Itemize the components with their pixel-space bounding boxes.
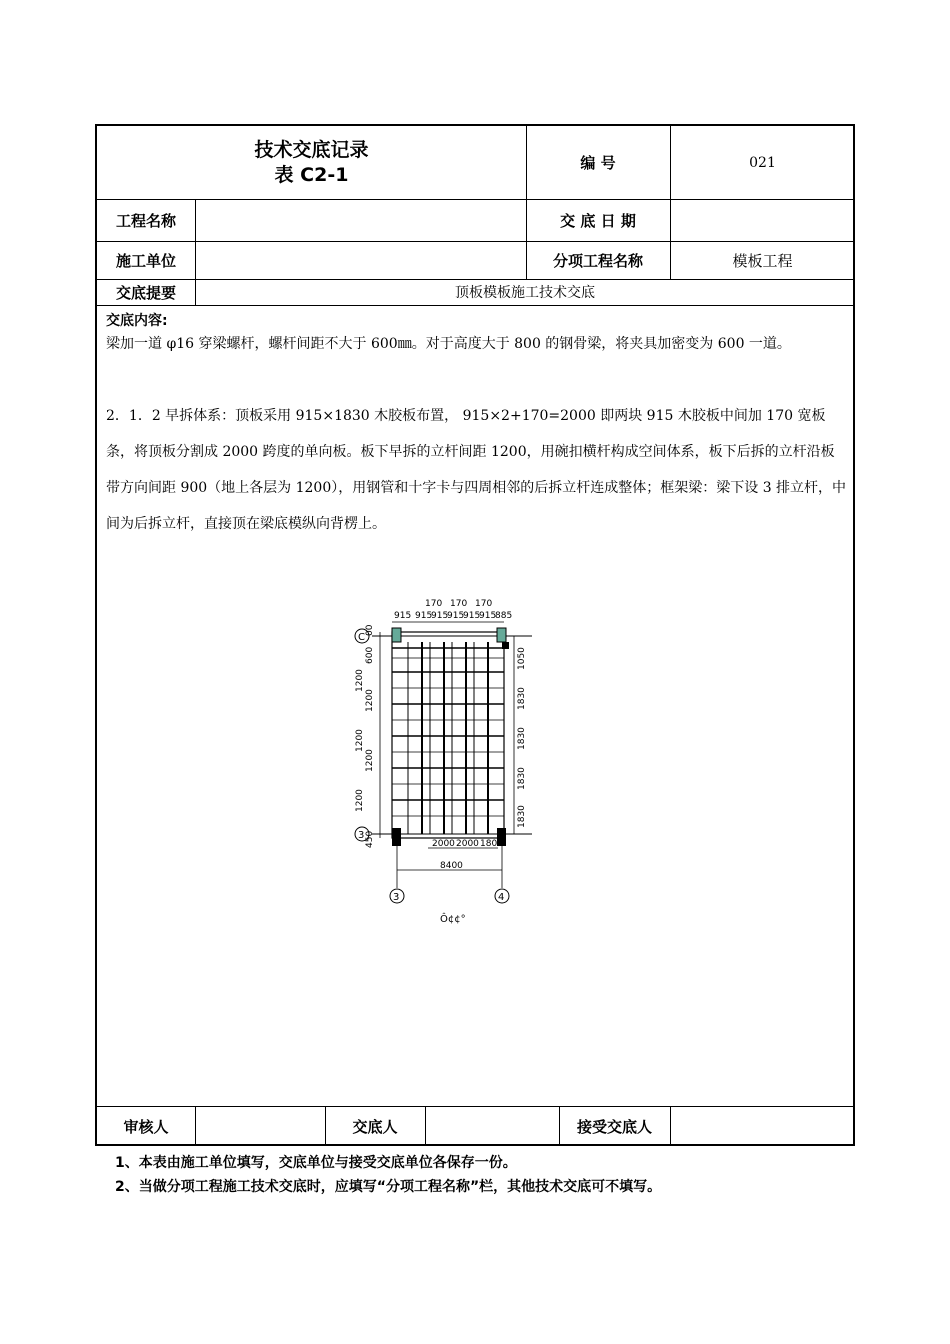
axis-c-label: C [358, 632, 365, 643]
top-dim-label-2: 915 [479, 611, 497, 621]
top-dim-label-2: 915 [463, 611, 481, 621]
technical-disclosure-form [95, 124, 855, 1146]
contractor-field[interactable] [195, 241, 526, 279]
note-2: 2、当做分项工程施工技术交底时，应填写“分项工程名称”栏，其他技术交底可不填写。 [115, 1179, 662, 1195]
left-dim-label: 1200 [365, 749, 375, 772]
receiver-label: 接受交底人 [576, 1117, 652, 1136]
contractor-label: 施工单位 [115, 251, 176, 270]
right-dim-label: 1830 [517, 767, 527, 790]
form-title [97, 126, 526, 199]
right-dim-label: 1830 [517, 687, 527, 710]
right-dim-label: 1830 [517, 805, 527, 828]
top-dim-label-2: 885 [495, 611, 513, 621]
axis-3-row-label: 3 [358, 830, 365, 841]
form-title-line2: 表 C2-1 [274, 163, 349, 186]
top-dim-label: 170 [425, 599, 443, 609]
note-1: 1、本表由施工单位填写，交底单位与接受交底单位各保存一份。 [115, 1155, 517, 1171]
top-dim-label-2: 915 [415, 611, 433, 621]
left-dim-label: 1200 [355, 789, 365, 812]
number-value[interactable]: 021 [749, 154, 776, 171]
top-dim-label: 170 [475, 599, 493, 609]
top-dim-label-2: 915 [447, 611, 465, 621]
bottom-dim-label: 2000 [456, 839, 479, 849]
right-dim-label: 1050 [517, 647, 527, 670]
presenter-field[interactable] [425, 1106, 559, 1146]
sub-project-field[interactable]: 模板工程 [732, 251, 793, 270]
summary-field[interactable]: 顶板模板施工技术交底 [455, 285, 595, 301]
total-dim-label: 8400 [440, 861, 463, 871]
content-paragraph-2: 2．1．2 早拆体系：顶板采用 915×1830 木胶板布置， 915×2+170=2000 即两块 915 木胶板中间加 170 宽板条，将顶板分割成 2000 跨度的单向板。板下早拆的立杆间距 1200，用碗扣横杆构成空间体系，板下后拆的立杆沿板带方向间距 900（地上各层为 1200），用钢管和十字卡与四周相邻的后拆立杆连成整体；框架梁：梁下设 3 排立杆，中间为后拆立杆，直接顶在梁底模纵向背楞上。 [106, 408, 847, 532]
drawing-caption: Ô¢¢° [440, 914, 466, 925]
sub-project-label: 分项工程名称 [552, 251, 643, 270]
receiver-field[interactable] [670, 1106, 855, 1146]
summary-label: 交底提要 [115, 283, 176, 302]
left-dim-label: 450 [365, 830, 375, 848]
content-label: 交底内容: [106, 313, 168, 329]
left-dim-label: 1200 [355, 669, 365, 692]
bottom-dim-label: 1800 [480, 839, 503, 849]
top-dim-label-2: 915 [394, 611, 412, 621]
left-dim-label: 00 [365, 624, 375, 636]
project-name-field[interactable] [195, 199, 526, 241]
date-label: 交 底 日 期 [560, 211, 636, 230]
date-field[interactable] [670, 199, 855, 241]
reviewer-label: 审核人 [123, 1117, 169, 1136]
top-dim-label: 170 [450, 599, 468, 609]
formwork-layout-drawing [352, 592, 642, 932]
presenter-label: 交底人 [352, 1117, 398, 1136]
left-dim-label: 1200 [365, 689, 375, 712]
project-name-label: 工程名称 [115, 211, 176, 230]
axis-4-col-label: 4 [498, 892, 505, 903]
left-dim-label: 1200 [355, 729, 365, 752]
right-dim-label: 1830 [517, 727, 527, 750]
left-dim-label: 600 [365, 646, 375, 664]
row-divider [97, 305, 853, 306]
form-title-line1: 技术交底记录 [254, 138, 369, 161]
top-dim-label-2: 915 [431, 611, 449, 621]
number-label: 编 号 [580, 154, 616, 172]
reviewer-field[interactable] [195, 1106, 325, 1146]
bottom-dim-label: 2000 [432, 839, 455, 849]
axis-3-col-label: 3 [393, 892, 400, 903]
content-paragraph-1: 梁加一道 φ16 穿梁螺杆，螺杆间距不大于 600㎜。对于高度大于 800 的钢骨梁，将夹具加密变为 600 一道。 [106, 336, 791, 352]
